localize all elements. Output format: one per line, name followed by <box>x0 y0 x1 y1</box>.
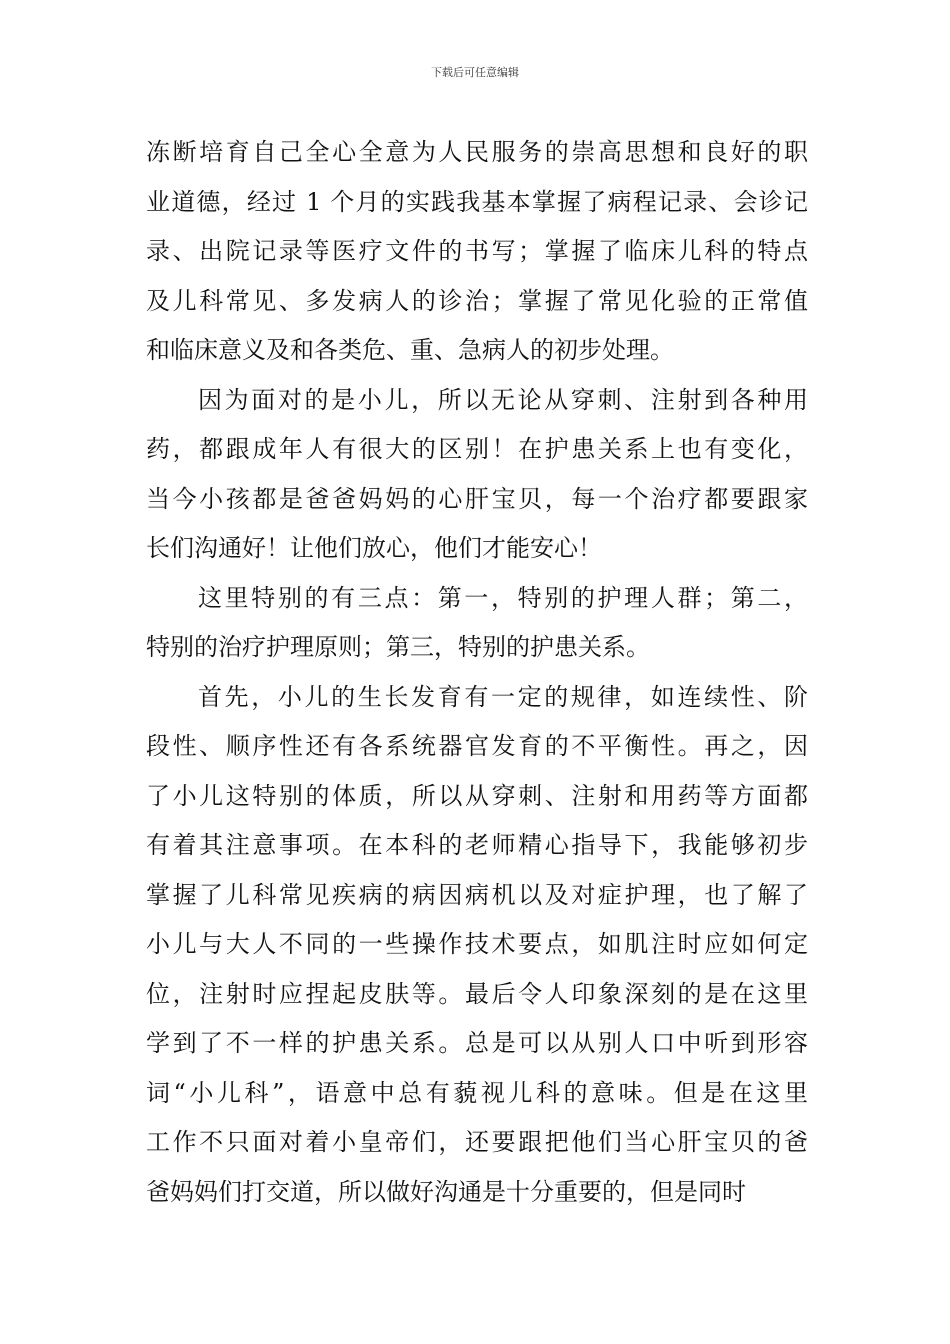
text-line: 工作不只面对着小皇帝们，还要跟把他们当心肝宝贝的爸 <box>146 1128 808 1156</box>
paragraph <box>146 128 808 376</box>
page-header: 下载后可任意编辑 <box>431 66 519 79</box>
text-line: 位，注射时应捏起皮肤等。最后令人印象深刻的是在这里 <box>146 979 808 1008</box>
paragraph <box>146 574 808 673</box>
document-body <box>146 128 808 1217</box>
text-line: 小儿与大人不同的一些操作技术要点，如肌注时应如何定 <box>146 930 808 958</box>
text-line: 掌握了儿科常见疾病的病因病机以及对症护理，也了解了 <box>146 880 808 909</box>
text-line: 这里特别的有三点：第一，特别的护理人群；第二， <box>198 583 808 612</box>
text-line: 和临床意义及和各类危、重、急病人的初步处理。 <box>146 336 674 364</box>
text-line: 学到了不一样的护患关系。总是可以从别人口中听到形容 <box>146 1029 808 1057</box>
text-line: 长们沟通好！让他们放心，他们才能安心！ <box>146 534 602 562</box>
text-line: 了小儿这特别的体质，所以从穿刺、注射和用药等方面都 <box>146 781 808 810</box>
paragraph <box>146 376 808 574</box>
text-line: 及儿科常见、多发病人的诊治；掌握了常见化验的正常值 <box>146 286 808 315</box>
text-line: 首先，小儿的生长发育有一定的规律，如连续性、阶 <box>198 682 808 711</box>
text-line: 段性、顺序性还有各系统器官发育的不平衡性。再之，因 <box>146 732 808 760</box>
text-line: 药，都跟成年人有很大的区别！在护患关系上也有变化， <box>146 435 808 463</box>
text-line: 有着其注意事项。在本科的老师精心指导下，我能够初步 <box>146 831 808 859</box>
text-line: 词“小儿科”，语意中总有藐视儿科的意味。但是在这里 <box>146 1078 808 1107</box>
text-line: 录、出院记录等医疗文件的书写；掌握了临床儿科的特点 <box>146 237 808 265</box>
text-line: 冻断培育自己全心全意为人民服务的崇高思想和良好的职 <box>146 138 808 166</box>
text-line: 因为面对的是小儿，所以无论从穿刺、注射到各种用 <box>198 385 808 414</box>
text-line: 当今小孩都是爸爸妈妈的心肝宝贝，每一个治疗都要跟家 <box>146 484 808 513</box>
text-line: 业道德，经过 1 个月的实践我基本掌握了病程记录、会诊记 <box>146 187 808 216</box>
text-line: 爸妈妈们打交道，所以做好沟通是十分重要的，但是同时 <box>146 1177 746 1206</box>
paragraph <box>146 673 808 1218</box>
text-line: 特别的治疗护理原则；第三，特别的护患关系。 <box>146 633 650 661</box>
